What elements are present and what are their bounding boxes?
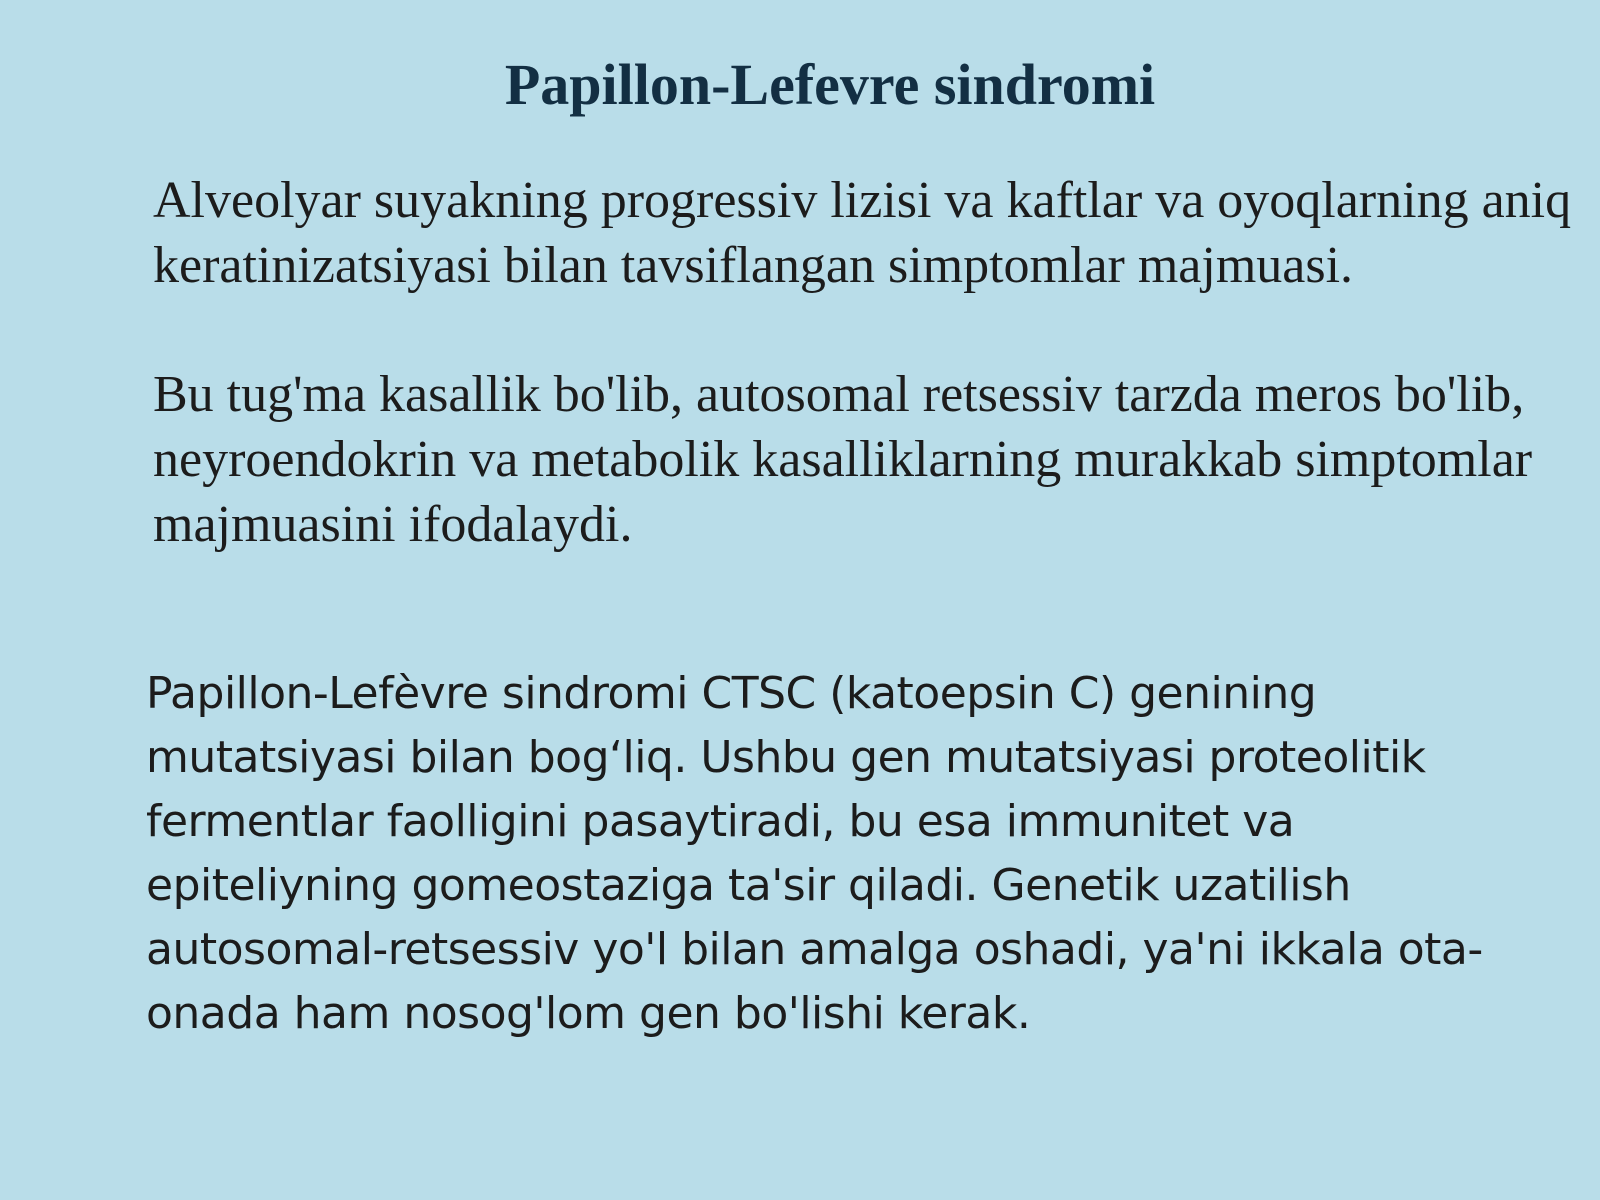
slide-title-text: Papillon-Lefevre sindromi — [504, 52, 1156, 117]
slide-title — [0, 50, 1600, 120]
genetics-paragraph: Papillon-Lefèvre sindromi CTSC (katoepsin C) genining mutatsiyasi bilan bog‘liq. Ushbu gen mutatsiyasi proteolitik fermentlar faolligini pasaytiradi, bu esa immunitet va epiteliyning gomeostaziga ta'sir qiladi. Genetik uzatilish autosomal-retsessiv yo'l bilan amalga oshadi, ya'ni ikkala ota-onada ham nosog'lom gen bo'lishi kerak. — [146, 668, 1483, 1039]
inheritance-paragraph: Bu tug'ma kasallik bo'lib, autosomal retsessiv tarzda meros bo'lib, neyroendokrin va metabolik kasalliklarning murakkab simptomlar majmuasini ifodalaydi. — [153, 366, 1533, 553]
definition-paragraph: Alveolyar suyakning progressiv lizisi va kaftlar va oyoqlarning aniq keratinizatsiyasi bilan tavsiflangan simptomlar majmuasi. — [153, 172, 1572, 294]
